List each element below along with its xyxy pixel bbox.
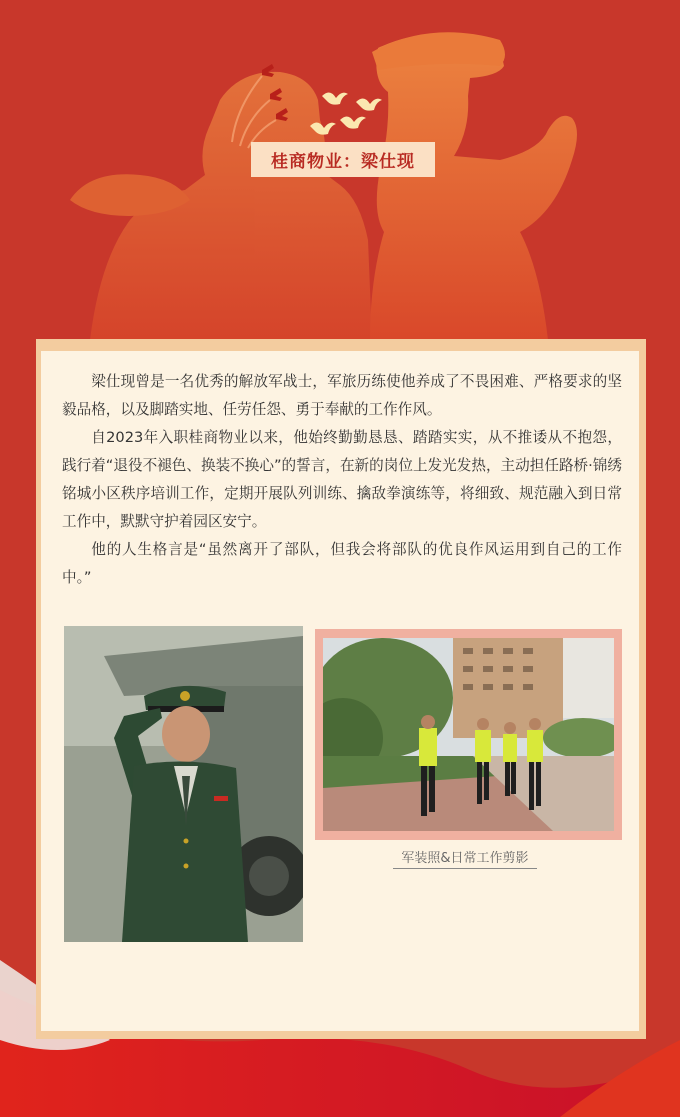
page-title: 桂商物业：梁仕现 — [251, 142, 435, 177]
dove-icons — [310, 92, 382, 134]
paragraph-motto: 他的人生格言是“虽然离开了部队，但我会将部队的优良作风运用到自己的工作中。” — [62, 541, 622, 586]
paragraph-work: 自2023年入职桂商物业以来，他始终勤勤恳恳、踏踏实实，从不推诿从不抱怨，践行着“退役不褪色、换装不换心”的誓言，在新的岗位上发光发热，主动担任路桥·锦绣铭城小区秩序培训工作，定期开展队列训练、擒敌拳演练等，将细致、规范融入到日常工作中，默默守护着园区安宁。 — [62, 429, 622, 530]
soldier-silhouette-front — [370, 32, 577, 340]
article-body — [62, 368, 622, 592]
paragraph-intro: 梁仕现曾是一名优秀的解放军战士，军旅历练使他养成了不畏困难、严格要求的坚毅品格，以及脚踏实地、任劳任怨、勇于奉献的工作作风。 — [62, 373, 622, 418]
photo-caption: 军装照&日常工作剪影 — [393, 847, 537, 869]
work-photo — [323, 638, 614, 831]
uniform-photo — [64, 626, 303, 942]
soldier-silhouette-back — [70, 72, 372, 340]
